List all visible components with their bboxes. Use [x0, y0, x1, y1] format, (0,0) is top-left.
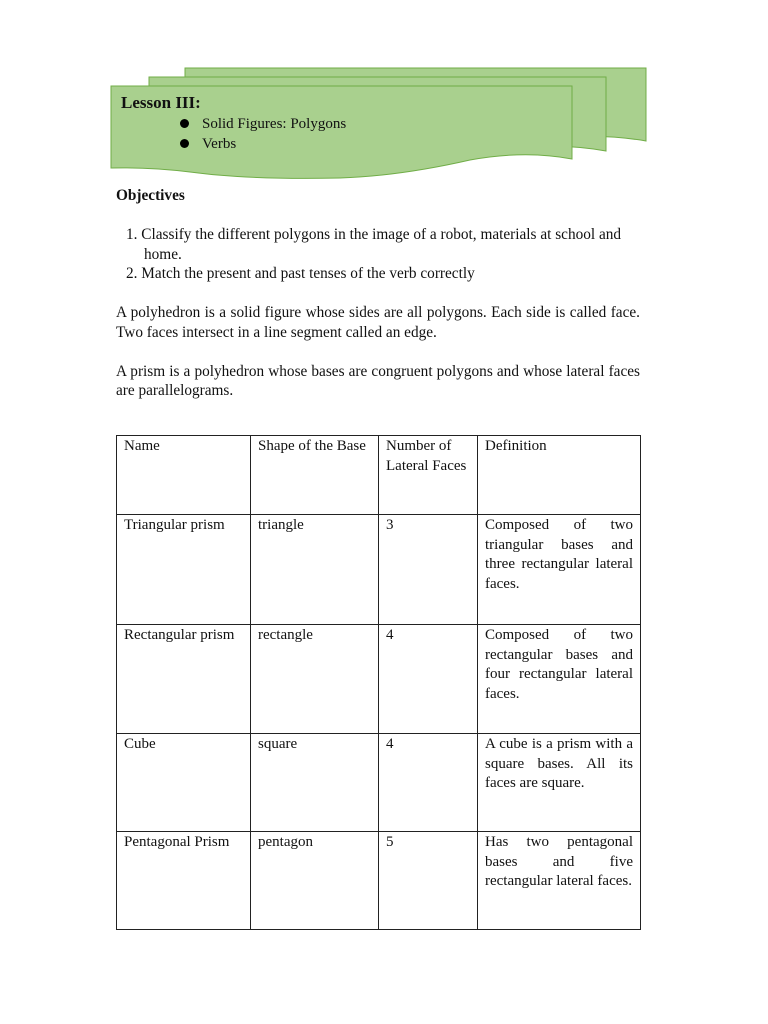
lesson-banner: [0, 0, 768, 190]
spacer: [116, 284, 640, 304]
cell-faces: 5: [379, 832, 478, 930]
table-row: [117, 625, 641, 734]
cell-faces: 4: [379, 625, 478, 734]
topic-item: [180, 134, 346, 154]
spacer: [116, 342, 640, 362]
cell-shape: rectangle: [251, 625, 379, 734]
topic-label: Verbs: [202, 136, 237, 152]
table-header-row: [117, 436, 641, 515]
lesson-title: Lesson III:: [121, 93, 201, 112]
cell-shape: square: [251, 734, 379, 832]
topic-list: [180, 114, 346, 154]
objectives-heading: Objectives: [116, 187, 185, 204]
objective-item: 2. Match the present and past tenses of the verb correctly: [126, 265, 475, 282]
header-faces: Number of Lateral Faces: [379, 436, 478, 515]
objective-item: 1. Classify the different polygons in the image of a robot, materials at school and home.: [126, 226, 622, 263]
banner-shapes: [0, 0, 768, 190]
header-name: Name: [117, 436, 251, 515]
cell-faces: 4: [379, 734, 478, 832]
polyhedron-paragraph: A polyhedron is a solid figure whose sides are all polygons. Each side is called face. Two faces intersect in a line segment called an edge.: [116, 304, 640, 341]
cell-name: Triangular prism: [117, 515, 251, 625]
prism-paragraph: A prism is a polyhedron whose bases are congruent polygons and whose lateral faces are parallelograms.: [116, 362, 640, 399]
cell-shape: triangle: [251, 515, 379, 625]
header-shape: Shape of the Base: [251, 436, 379, 515]
spacer: [116, 206, 640, 226]
cell-definition: Has two pentagonal bases and five rectangular lateral faces.: [478, 832, 641, 930]
cell-definition: Composed of two triangular bases and three rectangular lateral faces.: [478, 515, 641, 625]
cell-definition: A cube is a prism with a square bases. All its faces are square.: [478, 734, 641, 832]
bullet-icon: [180, 139, 189, 148]
cell-definition: Composed of two rectangular bases and four rectangular lateral faces.: [478, 625, 641, 734]
lesson-content: [116, 186, 640, 401]
bullet-icon: [180, 119, 189, 128]
table-row: [117, 832, 641, 930]
cell-name: Cube: [117, 734, 251, 832]
cell-name: Rectangular prism: [117, 625, 251, 734]
table-row: [117, 734, 641, 832]
topic-label: Solid Figures: Polygons: [202, 116, 347, 132]
topic-item: [180, 114, 346, 134]
table-row: [117, 515, 641, 625]
header-definition: Definition: [478, 436, 641, 515]
prism-table: [116, 435, 641, 930]
cell-faces: 3: [379, 515, 478, 625]
cell-shape: pentagon: [251, 832, 379, 930]
cell-name: Pentagonal Prism: [117, 832, 251, 930]
